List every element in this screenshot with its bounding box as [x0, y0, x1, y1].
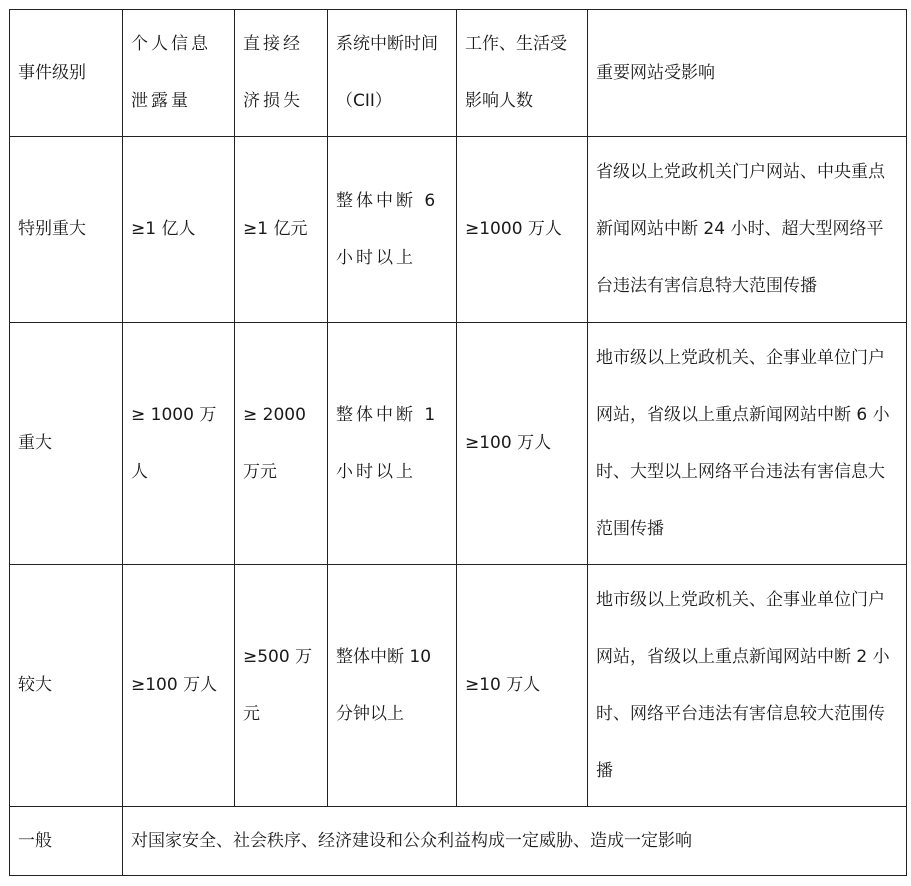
level-cell: 较大	[10, 565, 123, 807]
loss-cell: ≥ 2000 万元	[235, 323, 328, 565]
level-cell: 特别重大	[10, 137, 123, 323]
general-row	[10, 807, 907, 876]
level-cell-general: 一般	[10, 807, 123, 876]
websites-cell: 省级以上党政机关门户网站、中央重点新闻网站中断 24 小时、超大型网络平台违法有害信息特大范围传播	[588, 137, 907, 323]
affected-cell: ≥10 万人	[457, 565, 588, 807]
leak-cell: ≥100 万人	[123, 565, 235, 807]
leak-cell: ≥ 1000 万人	[123, 323, 235, 565]
header-system-downtime: 系统中断时间（CII）	[328, 10, 457, 137]
level-cell: 重大	[10, 323, 123, 565]
header-important-websites: 重要网站受影响	[588, 10, 907, 137]
loss-cell: ≥500 万元	[235, 565, 328, 807]
websites-cell: 地市级以上党政机关、企事业单位门户网站，省级以上重点新闻网站中断 6 小时、大型以上网络平台违法有害信息大范围传播	[588, 323, 907, 565]
general-description: 对国家安全、社会秩序、经济建设和公众利益构成一定威胁、造成一定影响	[123, 807, 907, 876]
incident-level-table	[9, 9, 907, 876]
affected-cell: ≥100 万人	[457, 323, 588, 565]
affected-cell: ≥1000 万人	[457, 137, 588, 323]
table-row	[10, 137, 907, 323]
header-direct-economic-loss: 直接经济损失	[235, 10, 328, 137]
header-level: 事件级别	[10, 10, 123, 137]
downtime-cell: 整体中断 10 分钟以上	[328, 565, 457, 807]
header-affected-people: 工作、生活受影响人数	[457, 10, 588, 137]
header-row	[10, 10, 907, 137]
websites-cell: 地市级以上党政机关、企事业单位门户网站，省级以上重点新闻网站中断 2 小时、网络平台违法有害信息较大范围传播	[588, 565, 907, 807]
header-personal-info-leak: 个人信息泄露量	[123, 10, 235, 137]
downtime-cell: 整体中断 6 小时以上	[328, 137, 457, 323]
table-row	[10, 323, 907, 565]
table-row	[10, 565, 907, 807]
downtime-cell: 整体中断 1 小时以上	[328, 323, 457, 565]
loss-cell: ≥1 亿元	[235, 137, 328, 323]
leak-cell: ≥1 亿人	[123, 137, 235, 323]
